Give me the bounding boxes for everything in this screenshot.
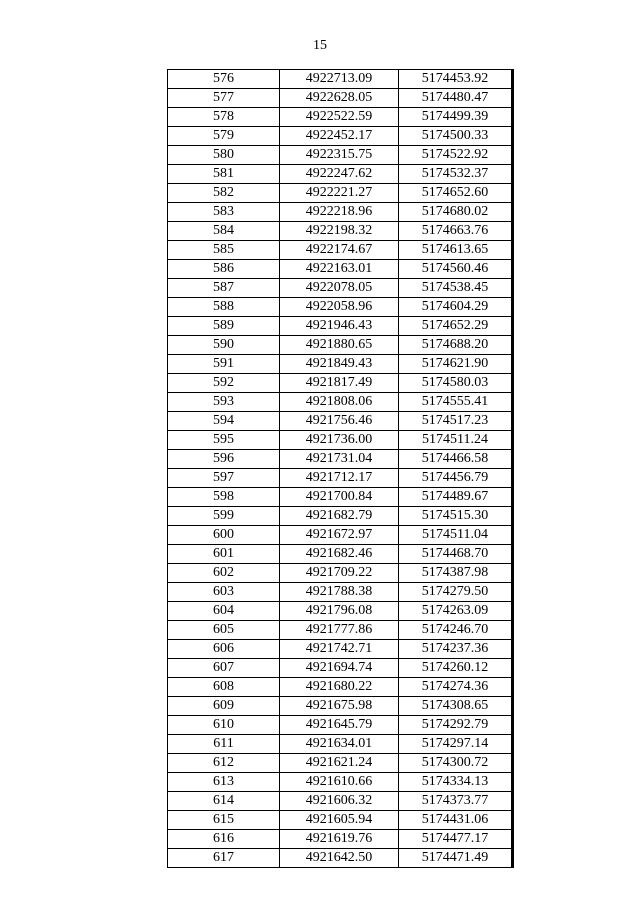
point-number-cell: 579 [168, 127, 280, 146]
y-coordinate-cell: 5174300.72 [399, 754, 513, 773]
y-coordinate-cell: 5174515.30 [399, 507, 513, 526]
point-number-cell: 585 [168, 241, 280, 260]
point-number-cell: 586 [168, 260, 280, 279]
table-row [168, 89, 513, 108]
table-row [168, 203, 513, 222]
table-row [168, 412, 513, 431]
table-row [168, 355, 513, 374]
y-coordinate-cell: 5174431.06 [399, 811, 513, 830]
coordinates-table [167, 69, 514, 868]
point-number-cell: 611 [168, 735, 280, 754]
x-coordinate-cell: 4921675.98 [280, 697, 399, 716]
x-coordinate-cell: 4922174.67 [280, 241, 399, 260]
x-coordinate-cell: 4921700.84 [280, 488, 399, 507]
table-row [168, 241, 513, 260]
table-row [168, 678, 513, 697]
y-coordinate-cell: 5174604.29 [399, 298, 513, 317]
point-number-cell: 607 [168, 659, 280, 678]
x-coordinate-cell: 4922078.05 [280, 279, 399, 298]
y-coordinate-cell: 5174511.24 [399, 431, 513, 450]
y-coordinate-cell: 5174456.79 [399, 469, 513, 488]
x-coordinate-cell: 4921621.24 [280, 754, 399, 773]
y-coordinate-cell: 5174263.09 [399, 602, 513, 621]
table-row [168, 184, 513, 203]
table-row [168, 564, 513, 583]
point-number-cell: 599 [168, 507, 280, 526]
point-number-cell: 613 [168, 773, 280, 792]
table-row [168, 811, 513, 830]
table-row [168, 469, 513, 488]
table-row [168, 792, 513, 811]
x-coordinate-cell: 4921796.08 [280, 602, 399, 621]
point-number-cell: 595 [168, 431, 280, 450]
point-number-cell: 600 [168, 526, 280, 545]
point-number-cell: 610 [168, 716, 280, 735]
y-coordinate-cell: 5174621.90 [399, 355, 513, 374]
point-number-cell: 609 [168, 697, 280, 716]
point-number-cell: 578 [168, 108, 280, 127]
table-row [168, 393, 513, 412]
table-row [168, 70, 513, 89]
point-number-cell: 583 [168, 203, 280, 222]
y-coordinate-cell: 5174246.70 [399, 621, 513, 640]
y-coordinate-cell: 5174680.02 [399, 203, 513, 222]
x-coordinate-cell: 4921731.04 [280, 450, 399, 469]
y-coordinate-cell: 5174555.41 [399, 393, 513, 412]
y-coordinate-cell: 5174538.45 [399, 279, 513, 298]
y-coordinate-cell: 5174453.92 [399, 70, 513, 89]
x-coordinate-cell: 4922198.32 [280, 222, 399, 241]
x-coordinate-cell: 4922628.05 [280, 89, 399, 108]
point-number-cell: 594 [168, 412, 280, 431]
table-row [168, 108, 513, 127]
point-number-cell: 588 [168, 298, 280, 317]
y-coordinate-cell: 5174580.03 [399, 374, 513, 393]
point-number-cell: 601 [168, 545, 280, 564]
x-coordinate-cell: 4921788.38 [280, 583, 399, 602]
table-row [168, 127, 513, 146]
y-coordinate-cell: 5174652.60 [399, 184, 513, 203]
y-coordinate-cell: 5174387.98 [399, 564, 513, 583]
x-coordinate-cell: 4922247.62 [280, 165, 399, 184]
table-row [168, 773, 513, 792]
y-coordinate-cell: 5174466.58 [399, 450, 513, 469]
x-coordinate-cell: 4921777.86 [280, 621, 399, 640]
point-number-cell: 577 [168, 89, 280, 108]
x-coordinate-cell: 4921712.17 [280, 469, 399, 488]
point-number-cell: 608 [168, 678, 280, 697]
y-coordinate-cell: 5174522.92 [399, 146, 513, 165]
y-coordinate-cell: 5174663.76 [399, 222, 513, 241]
point-number-cell: 616 [168, 830, 280, 849]
point-number-cell: 606 [168, 640, 280, 659]
point-number-cell: 581 [168, 165, 280, 184]
point-number-cell: 576 [168, 70, 280, 89]
table-row [168, 735, 513, 754]
x-coordinate-cell: 4921680.22 [280, 678, 399, 697]
y-coordinate-cell: 5174489.67 [399, 488, 513, 507]
x-coordinate-cell: 4922218.96 [280, 203, 399, 222]
table-row [168, 146, 513, 165]
point-number-cell: 584 [168, 222, 280, 241]
x-coordinate-cell: 4921694.74 [280, 659, 399, 678]
x-coordinate-cell: 4921606.32 [280, 792, 399, 811]
point-number-cell: 598 [168, 488, 280, 507]
point-number-cell: 612 [168, 754, 280, 773]
y-coordinate-cell: 5174560.46 [399, 260, 513, 279]
y-coordinate-cell: 5174308.65 [399, 697, 513, 716]
point-number-cell: 593 [168, 393, 280, 412]
y-coordinate-cell: 5174334.13 [399, 773, 513, 792]
x-coordinate-cell: 4921709.22 [280, 564, 399, 583]
point-number-cell: 596 [168, 450, 280, 469]
table-row [168, 545, 513, 564]
x-coordinate-cell: 4921682.79 [280, 507, 399, 526]
x-coordinate-cell: 4922058.96 [280, 298, 399, 317]
x-coordinate-cell: 4921634.01 [280, 735, 399, 754]
x-coordinate-cell: 4922452.17 [280, 127, 399, 146]
x-coordinate-cell: 4921880.65 [280, 336, 399, 355]
table-row [168, 659, 513, 678]
y-coordinate-cell: 5174297.14 [399, 735, 513, 754]
table-row [168, 583, 513, 602]
table-row [168, 488, 513, 507]
table-row [168, 374, 513, 393]
table-row [168, 431, 513, 450]
table-row [168, 450, 513, 469]
y-coordinate-cell: 5174652.29 [399, 317, 513, 336]
point-number-cell: 592 [168, 374, 280, 393]
y-coordinate-cell: 5174260.12 [399, 659, 513, 678]
x-coordinate-cell: 4922221.27 [280, 184, 399, 203]
table-row [168, 279, 513, 298]
y-coordinate-cell: 5174532.37 [399, 165, 513, 184]
table-row [168, 507, 513, 526]
table-row [168, 697, 513, 716]
table-row [168, 754, 513, 773]
point-number-cell: 597 [168, 469, 280, 488]
table-row [168, 640, 513, 659]
y-coordinate-cell: 5174511.04 [399, 526, 513, 545]
x-coordinate-cell: 4921946.43 [280, 317, 399, 336]
point-number-cell: 615 [168, 811, 280, 830]
y-coordinate-cell: 5174471.49 [399, 849, 513, 868]
y-coordinate-cell: 5174237.36 [399, 640, 513, 659]
table-row [168, 830, 513, 849]
x-coordinate-cell: 4921619.76 [280, 830, 399, 849]
x-coordinate-cell: 4921610.66 [280, 773, 399, 792]
y-coordinate-cell: 5174500.33 [399, 127, 513, 146]
point-number-cell: 617 [168, 849, 280, 868]
x-coordinate-cell: 4922163.01 [280, 260, 399, 279]
table-row [168, 621, 513, 640]
table-row [168, 602, 513, 621]
x-coordinate-cell: 4921645.79 [280, 716, 399, 735]
point-number-cell: 602 [168, 564, 280, 583]
y-coordinate-cell: 5174688.20 [399, 336, 513, 355]
y-coordinate-cell: 5174292.79 [399, 716, 513, 735]
x-coordinate-cell: 4921808.06 [280, 393, 399, 412]
y-coordinate-cell: 5174468.70 [399, 545, 513, 564]
point-number-cell: 589 [168, 317, 280, 336]
y-coordinate-cell: 5174274.36 [399, 678, 513, 697]
table-row [168, 165, 513, 184]
table-row [168, 317, 513, 336]
table-row [168, 222, 513, 241]
x-coordinate-cell: 4921742.71 [280, 640, 399, 659]
x-coordinate-cell: 4921605.94 [280, 811, 399, 830]
page-number: 15 [313, 38, 327, 53]
table-row [168, 298, 513, 317]
point-number-cell: 587 [168, 279, 280, 298]
point-number-cell: 614 [168, 792, 280, 811]
point-number-cell: 590 [168, 336, 280, 355]
x-coordinate-cell: 4921736.00 [280, 431, 399, 450]
y-coordinate-cell: 5174613.65 [399, 241, 513, 260]
y-coordinate-cell: 5174279.50 [399, 583, 513, 602]
point-number-cell: 591 [168, 355, 280, 374]
coordinates-table-body [168, 70, 513, 868]
point-number-cell: 605 [168, 621, 280, 640]
point-number-cell: 580 [168, 146, 280, 165]
point-number-cell: 603 [168, 583, 280, 602]
point-number-cell: 604 [168, 602, 280, 621]
point-number-cell: 582 [168, 184, 280, 203]
y-coordinate-cell: 5174499.39 [399, 108, 513, 127]
table-row [168, 260, 513, 279]
y-coordinate-cell: 5174477.17 [399, 830, 513, 849]
x-coordinate-cell: 4921672.97 [280, 526, 399, 545]
x-coordinate-cell: 4921817.49 [280, 374, 399, 393]
y-coordinate-cell: 5174517.23 [399, 412, 513, 431]
x-coordinate-cell: 4921849.43 [280, 355, 399, 374]
x-coordinate-cell: 4921642.50 [280, 849, 399, 868]
table-row [168, 849, 513, 868]
x-coordinate-cell: 4921682.46 [280, 545, 399, 564]
y-coordinate-cell: 5174373.77 [399, 792, 513, 811]
table-row [168, 336, 513, 355]
x-coordinate-cell: 4921756.46 [280, 412, 399, 431]
x-coordinate-cell: 4922713.09 [280, 70, 399, 89]
x-coordinate-cell: 4922315.75 [280, 146, 399, 165]
y-coordinate-cell: 5174480.47 [399, 89, 513, 108]
x-coordinate-cell: 4922522.59 [280, 108, 399, 127]
table-row [168, 526, 513, 545]
table-row [168, 716, 513, 735]
